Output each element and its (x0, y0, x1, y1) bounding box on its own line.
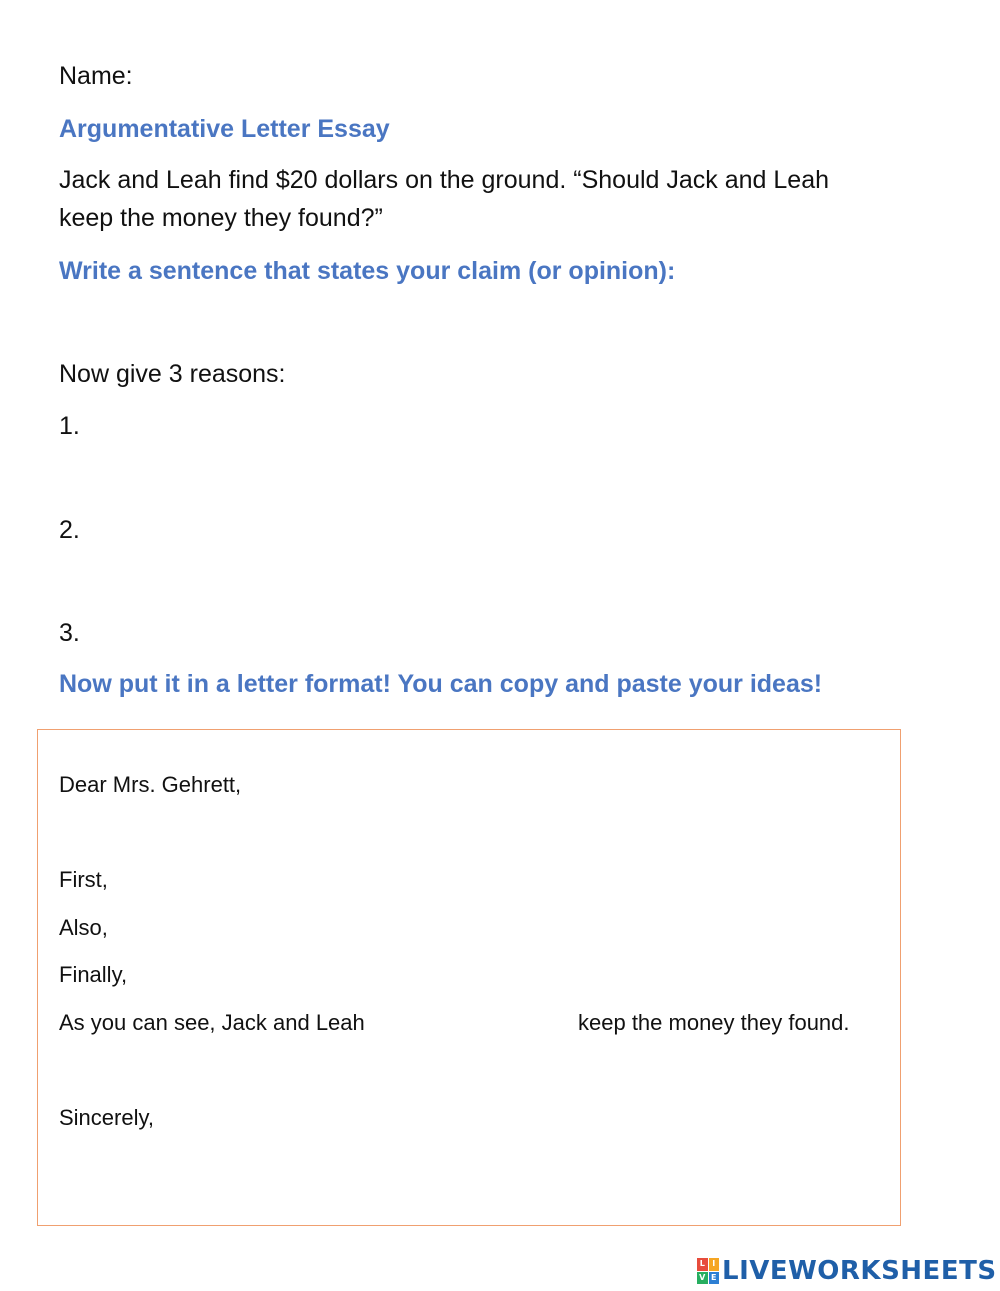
name-label: Name: (59, 62, 133, 90)
reasons-label: Now give 3 reasons: (59, 360, 286, 388)
liveworksheets-logo-text: LIVEWORKSHEETS (722, 1256, 997, 1286)
prompt-line-2: keep the money they found?” (59, 204, 383, 232)
letter-instruction: Now put it in a letter format! You can copy and paste your ideas! (59, 670, 823, 698)
logo-mark-l: L (697, 1258, 708, 1271)
letter-finally: Finally, (59, 962, 128, 987)
letter-first: First, (59, 867, 108, 892)
letter-box (37, 729, 901, 1226)
reason-number-2: 2. (59, 516, 80, 544)
logo-mark-v: V (697, 1272, 708, 1285)
liveworksheets-logo (697, 1254, 997, 1288)
claim-instruction: Write a sentence that states your claim (or opinion): (59, 257, 676, 285)
letter-greeting: Dear Mrs. Gehrett, (59, 772, 242, 797)
liveworksheets-logo-icon (697, 1258, 719, 1284)
prompt-line-1: Jack and Leah find $20 dollars on the ground. “Should Jack and Leah (59, 166, 829, 194)
letter-closing: Sincerely, (59, 1105, 154, 1130)
logo-mark-e: E (709, 1272, 720, 1285)
reason-number-3: 3. (59, 619, 80, 647)
logo-mark-i: I (709, 1258, 720, 1271)
worksheet-title: Argumentative Letter Essay (59, 115, 390, 143)
letter-also: Also, (59, 915, 108, 940)
reason-number-1: 1. (59, 412, 80, 440)
letter-conclusion-start: As you can see, Jack and Leah (59, 1010, 365, 1035)
letter-conclusion-end: keep the money they found. (578, 1010, 850, 1035)
